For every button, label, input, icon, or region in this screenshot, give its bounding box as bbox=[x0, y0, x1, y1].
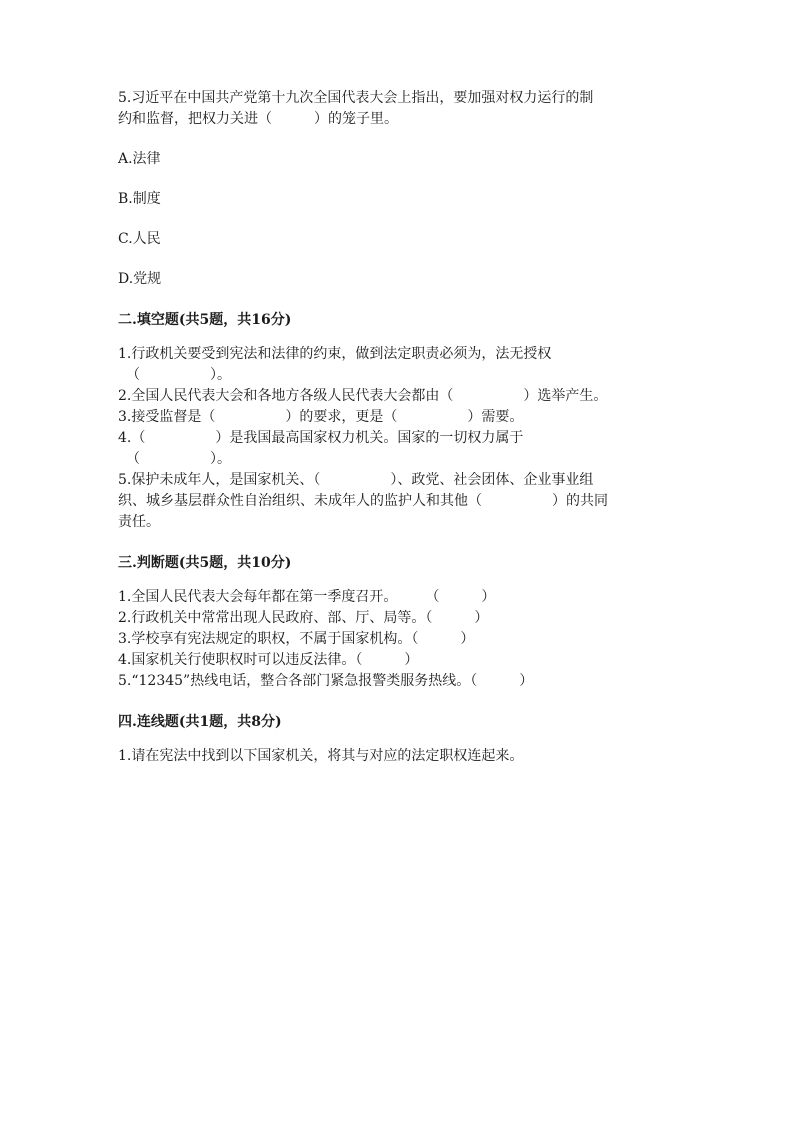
fill-blank-line: 织、城乡基层群众性自治组织、未成年人的监护人和其他（ ）的共同 bbox=[118, 493, 608, 509]
match-items bbox=[118, 746, 678, 767]
fill-blank-line: 2.全国人民代表大会和各地方各级人民代表大会都由（ ）选举产生。 bbox=[118, 388, 608, 404]
section-title-match: 四.连线题(共1题，共8分) bbox=[118, 714, 282, 730]
judge-line: 2.行政机关中常常出现人民政府、部、厅、局等。（ ） bbox=[118, 610, 489, 626]
question-5 bbox=[118, 88, 678, 290]
judge-items bbox=[118, 587, 678, 692]
judge-line: 5.“12345”热线电话，整合各部门紧急报警类服务热线。（ ） bbox=[118, 673, 534, 689]
match-line: 1.请在宪法中找到以下国家机关，将其与对应的法定职权连起来。 bbox=[118, 748, 524, 764]
fill-blank-items bbox=[118, 344, 678, 533]
option-a: A.法律 bbox=[118, 151, 161, 167]
option-b: B.制度 bbox=[118, 191, 161, 207]
question-5-line-1: 5.习近平在中国共产党第十九次全国代表大会上指出，要加强对权力运行的制 bbox=[118, 90, 594, 106]
judge-line: 3.学校享有宪法规定的职权，不属于国家机构。（ ） bbox=[118, 631, 475, 647]
fill-blank-line: 5.保护未成年人，是国家机关、（ ）、政党、社会团体、企业事业组 bbox=[118, 472, 594, 488]
fill-blank-line: （ ）。 bbox=[126, 367, 231, 383]
section-title-fill-blank: 二.填空题(共5题，共16分) bbox=[118, 312, 292, 328]
judge-line: 4.国家机关行使职权时可以违反法律。（ ） bbox=[118, 652, 419, 668]
option-d: D.党规 bbox=[118, 271, 162, 287]
fill-blank-line: （ ）。 bbox=[126, 451, 231, 467]
fill-blank-line: 1.行政机关要受到宪法和法律的约束，做到法定职责必须为，法无授权 bbox=[118, 346, 552, 362]
question-5-line-2: 约和监督，把权力关进（ ）的笼子里。 bbox=[118, 111, 398, 127]
section-title-judge: 三.判断题(共5题，共10分) bbox=[118, 555, 292, 571]
fill-blank-line: 3.接受监督是（ ）的要求，更是（ ）需要。 bbox=[118, 409, 524, 425]
fill-blank-line: 责任。 bbox=[118, 514, 160, 530]
fill-blank-line: 4.（ ）是我国最高国家权力机关。国家的一切权力属于 bbox=[118, 430, 524, 446]
document-page bbox=[118, 88, 678, 767]
option-c: C.人民 bbox=[118, 231, 161, 247]
judge-line: 1.全国人民代表大会每年都在第一季度召开。 （ ） bbox=[118, 589, 496, 605]
